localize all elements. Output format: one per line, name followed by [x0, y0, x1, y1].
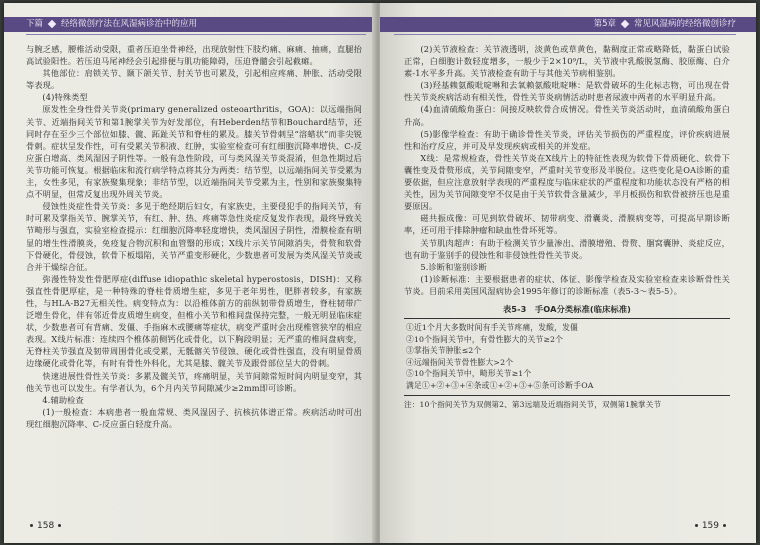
- body-paragraph: (5)影像学检查：有助于确诊骨性关节炎，评估关节损伤的严重程度，评价疾病进展性和治疗反应，并可及早发现疾病或相关的并发症。: [404, 128, 730, 151]
- table-row: 满足①+②+③+④条或①+②+③+⑤条可诊断手OA: [406, 381, 594, 391]
- left-header-part: 下篇: [26, 19, 44, 29]
- folio-dot-icon: [58, 524, 61, 527]
- right-page-number: [691, 521, 730, 531]
- body-paragraph: (4)血清硫酸角蛋白：间接反映软骨合成情况。骨性关节炎活动时，血清硫酸角蛋白升高。: [404, 104, 730, 127]
- right-body-text: [404, 43, 730, 410]
- right-running-header: [380, 17, 756, 32]
- right-header-chapter: 第5章: [593, 19, 616, 29]
- left-page-number: [26, 521, 65, 531]
- folio-dot-icon: [695, 524, 698, 527]
- body-paragraph: 4.辅助检查: [42, 394, 84, 405]
- body-paragraph: X线：是常规检查，骨性关节炎在X线片上的特征性表现为软骨下骨质硬化、软骨下囊性变及骨赘形成，关节间隙变窄，严重时关节变形及半脱位。这些变化是OA诊断的重要依据，但应注意放射学表现的严重程度与临床症状的严重程度和功能状态没有严格的相关性，因为关节间隙变窄不仅是由于关节软骨含量减少，半月板损伤和软骨被挤压也是重要原因。: [404, 152, 730, 212]
- body-paragraph: 侵蚀性炎症性骨关节炎：多见于绝经期后妇女，有家族史，主要侵犯手的指间关节，有时可累及掌指关节、腕掌关节，有红、肿、热、疼痛等急性炎症反复发作表现，最终导致关节畸形与强直，实验室检查提示：红细胞沉降率轻度增快，类风湿因子阴性，滑膜检查有明显的增生性滑膜炎，免疫复合物沉积和血管翳的形成；X线片示关节间隙消失，骨赘和软骨下骨硬化，骨侵蚀，软骨下板塌陷，关节严重变形硬化，少数患者可发展为类风湿关节炎或合并干燥综合征。: [26, 201, 362, 272]
- table-body: [404, 318, 730, 396]
- left-running-header: [4, 17, 376, 32]
- right-header-title: 常见风湿病的经络微创诊疗: [633, 19, 736, 29]
- table-row: ⑤10个指间关节中，畸形关节≥1个: [406, 369, 532, 379]
- body-paragraph: 磁共振成像：可见到软骨破坏、韧带病变、滑囊炎、滑膜病变等，可提高早期诊断率，还可用于排除肿瘤和缺血性骨坏死等。: [404, 213, 730, 236]
- criteria-table: [404, 303, 730, 410]
- folio-dot-icon: [723, 524, 726, 527]
- left-header-rule: [26, 34, 366, 35]
- header-diamond-icon: [48, 19, 56, 27]
- body-paragraph: (3)羟基赖氨酸吡啶啉和去氧赖氨酸吡啶啉：是软骨破坏的生化标志物，可出现在骨性关节炎疾病活动有相关性，骨性关节炎病情活动时患者尿液中两者的水平明显升高。: [404, 80, 730, 103]
- body-paragraph: 5.诊断和鉴别诊断: [420, 261, 487, 272]
- table-row: ③掌指关节肿胀≤2个: [406, 346, 482, 356]
- right-page: [380, 3, 756, 543]
- left-header-title: 经络微创疗法在风湿病诊治中的应用: [61, 19, 198, 29]
- body-paragraph: 弥漫性特发性骨肥厚症(diffuse idiopathic skeletal hyperostosis，DISH)：又称强直性骨肥厚症，是一种特殊的脊柱骨质增生症，多见于老年男性，肥胖者较多，有家族性，与HLA-B27无相关性。病变特点为：以沿椎体前方的前纵韧带骨质增生，脊柱韧带广泛增生骨化，伴有邻近骨皮质增生病变，但椎小关节和椎间盘保持完整，一般无明显临床症状，少数患者可有背痛、发僵、手指麻木或腰痛等症状，病变严重时会出现椎管狭窄的相应表现。X线片标准：连续四个椎体前侧钙化或骨化，以下胸段明显；无严重的椎间盘病变，无脊柱关节强直及韧带周围骨化或受累，无骶髂关节侵蚀、硬化或骨性强直，没有明显骨质边缘硬化或骨化等，有时有骨性外科化，尤其是膝、髋关节及跟骨部位呈大的骨刺。: [26, 273, 362, 369]
- body-paragraph: 其他部位：肩锁关节、颞下颌关节、肘关节也可累及，引起相应疼痛、肿胀、活动受限等表现。: [26, 68, 362, 91]
- body-paragraph: (1)一般检查：本病患者一般血常规、类风湿因子、抗核抗体谱正常。疾病活动时可出现红细胞沉降率、C-反应蛋白轻度升高。: [26, 406, 362, 429]
- table-title: 表5-3 手OA分类标准(临床标准): [502, 303, 632, 314]
- table-row: ②10个指间关节中，有骨性膨大的关节≥2个: [406, 334, 564, 344]
- body-paragraph: (4)特殊类型: [42, 92, 88, 103]
- table-note: 注：10个指间关节为双侧第2、第3远端及近端指间关节，双侧第1腕掌关节: [404, 399, 662, 409]
- body-paragraph: (2)关节液检查：关节液透明，淡黄色或草黄色，黏稠度正常或略降低，黏蛋白试验正常，白细胞计数轻度增多，一般少于2×10⁹/L，关节液中乳酸脱氢酶、胶原酶、白介素-1水平多升高。关节液检查有助于与其他关节病相鉴别。: [404, 44, 730, 79]
- body-paragraph: 快速进展性骨性关节炎：多累及髋关节，疼痛明显，关节间隙常短时间内明显变窄，其他关节也可以发生。有学者认为，6个月内关节间隙减少≥2mm即可诊断。: [26, 370, 362, 393]
- body-paragraph: 与腕乏感，腰椎活动受限，重者压迫坐骨神经，出现放射性下肢灼痛、麻痛、抽痛，直腿抬高试验阳性。若压迫马尾神经会引起排便与肌功能障碍，压迫脊髓会引起截瘫。: [26, 44, 362, 67]
- book-spread: [4, 3, 756, 543]
- left-folio-number: 158: [37, 521, 55, 531]
- body-paragraph: (1)诊断标准：主要根据患者的症状、体征、影像学检查及实验室检查来诊断骨性关节炎。目前采用美国风湿病协会1995年修订的诊断标准（表5-3～表5-5）。: [404, 273, 730, 296]
- table-row: ④远端指间关节骨性膨大>2个: [406, 357, 514, 367]
- folio-dot-icon: [30, 524, 33, 527]
- body-paragraph: 原发性全身性骨关节炎(primary generalized osteoarthritis，GOA)：以远端指间关节、近端指间关节和第1腕掌关节为好发部位，有Heberden结节和Bouchard结节，还同时存在至少三个部位如膝、髋、跖趾关节和脊柱的累及。膝关节骨刺呈“溶蜡状”而非尖锐骨刺。症状呈发作性，可有受累关节积液、红肿，实验室检查可有红细胞沉降率增快、C-反应蛋白增高、类风湿因子阴性等。一般有急性阶段，可与类风湿关节炎混淆，但急性期过后关节功能可恢复。根据临床和流行病学特点将其分为两类：结节型，以远端指间关节受累为主，女性多见，有家族聚集现象；非结节型，以近端指间关节受累为主，性别和家族聚集特点不明显，但常反复出现外周关节炎。: [26, 104, 362, 200]
- right-folio-number: 159: [701, 521, 719, 531]
- body-paragraph: 关节肌肉超声：有助于检测关节少量渗出、滑膜增殖、骨赘、腘窝囊肿、炎症反应，也有助于鉴别手的侵蚀性和非侵蚀性骨性关节炎。: [404, 237, 730, 260]
- left-body-text: [26, 43, 362, 430]
- header-diamond-icon: [621, 19, 629, 27]
- right-header-rule: [394, 34, 736, 35]
- right-paragraphs: [404, 43, 730, 297]
- left-page: [4, 3, 376, 543]
- table-row: ①近1个月大多数时间有手关节疼痛，发酸，发僵: [406, 323, 578, 333]
